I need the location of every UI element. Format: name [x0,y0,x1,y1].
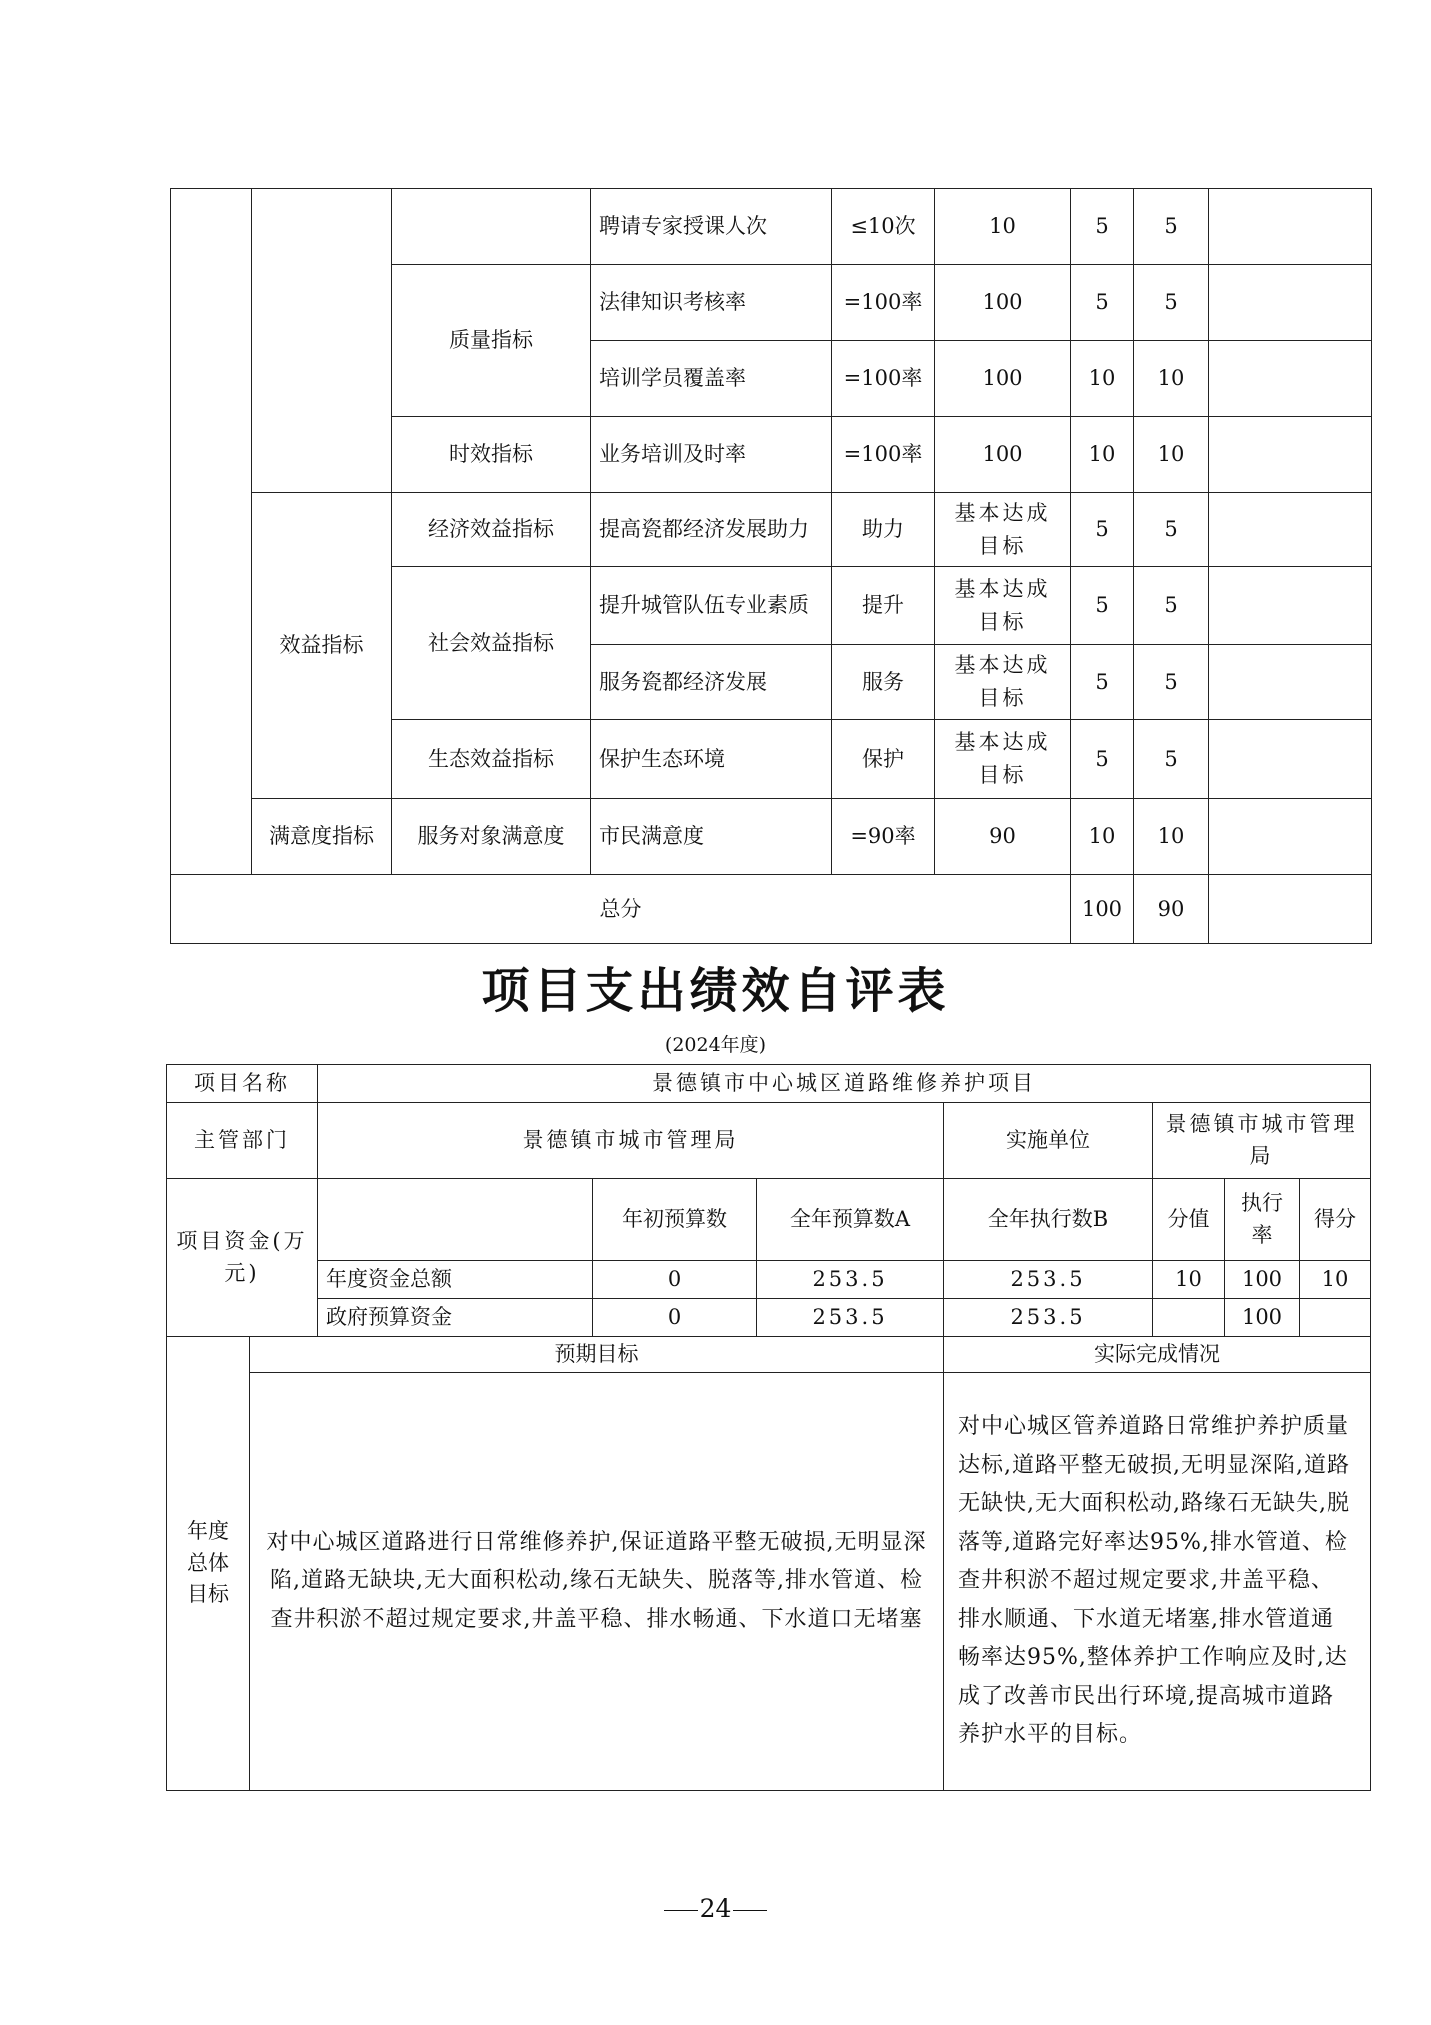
header-rate: 执行率 [1225,1179,1300,1261]
dept-label: 主管部门 [167,1103,318,1179]
indicator-value: 100 [935,341,1071,417]
indicator-item: 培训学员覆盖率 [591,341,832,417]
project-name: 景德镇市中心城区道路维修养护项目 [318,1065,1371,1103]
indicator-weight: 5 [1071,567,1134,645]
indicator-item: 法律知识考核率 [591,265,832,341]
indicator-weight: 5 [1071,645,1134,720]
indicator-value: 基本达成目标 [935,493,1071,567]
gov-initial: 0 [593,1299,757,1337]
sub-indicator: 生态效益指标 [392,720,591,799]
table-row [167,1103,1371,1179]
total-row [171,875,1372,944]
funds-label: 项目资金(万元) [167,1179,318,1337]
total-label: 总分 [171,875,1071,944]
indicator-score: 10 [1134,417,1209,493]
table-row [171,493,1372,567]
goal-label: 年度总体目标 [167,1337,250,1791]
dash-left [664,1910,698,1911]
sub-indicator: 服务对象满意度 [392,799,591,875]
indicator-target: =90率 [832,799,935,875]
indicator-score: 10 [1134,799,1209,875]
indicator-weight: 10 [1071,341,1134,417]
table-row [167,1373,1371,1791]
expected-goal-text: 对中心城区道路进行日常维修养护,保证道路平整无破损,无明显深陷,道路无缺块,无大面积松动,缘石无缺失、脱落等,排水管道、检查井积淤不超过规定要求,井盖平稳、排水畅通、下水道口无堵塞 [250,1373,944,1791]
page-number [0,1894,1431,1923]
header-initial: 年初预算数 [593,1179,757,1261]
indicator-item: 业务培训及时率 [591,417,832,493]
indicator-item: 服务瓷都经济发展 [591,645,832,720]
indicator-target: 保护 [832,720,935,799]
blank-cell [1209,189,1372,265]
indicator-weight: 5 [1071,493,1134,567]
total-weight: 10 [1153,1261,1225,1299]
blank-cell [171,189,252,875]
blank-cell [1209,493,1372,567]
sub-indicator: 社会效益指标 [392,567,591,720]
indicator-item: 提升城管队伍专业素质 [591,567,832,645]
indicator-score: 5 [1134,189,1209,265]
gov-rate: 100 [1225,1299,1300,1337]
indicator-score: 5 [1134,720,1209,799]
indicator-value: 基本达成目标 [935,720,1071,799]
indicator-target: 助力 [832,493,935,567]
indicator-score: 5 [1134,265,1209,341]
dept: 景德镇市城市管理局 [318,1103,944,1179]
page-number-text: 24 [699,1894,732,1923]
dash-right [733,1910,767,1911]
table-row [171,189,1372,265]
indicator-score: 5 [1134,567,1209,645]
unit: 景德镇市城市管理局 [1153,1103,1371,1179]
indicator-weight: 10 [1071,417,1134,493]
indicator-weight: 5 [1071,189,1134,265]
project-name-label: 项目名称 [167,1065,318,1103]
total-score: 90 [1134,875,1209,944]
indicator-target: =100率 [832,417,935,493]
table-row [167,1065,1371,1103]
blank-cell [1209,875,1372,944]
blank-cell [1209,417,1372,493]
table-row [167,1337,1371,1373]
blank-cell [1209,567,1372,645]
self-evaluation-table [166,1064,1371,1791]
blank-cell [252,189,392,493]
indicator-target: 服务 [832,645,935,720]
gov-executed: 253.5 [944,1299,1153,1337]
indicator-value: 100 [935,417,1071,493]
indicator-target: =100率 [832,341,935,417]
indicator-item: 提高瓷都经济发展助力 [591,493,832,567]
indicator-value: 100 [935,265,1071,341]
sub-indicator [392,189,591,265]
blank-cell [1209,720,1372,799]
table-row [171,799,1372,875]
indicator-item: 聘请专家授课人次 [591,189,832,265]
table-row [167,1261,1371,1299]
page-title: 项目支出绩效自评表 [481,963,950,1019]
indicator-item: 市民满意度 [591,799,832,875]
total-executed: 253.5 [944,1261,1153,1299]
indicator-score: 5 [1134,493,1209,567]
category-cell: 满意度指标 [252,799,392,875]
indicator-target: ≤10次 [832,189,935,265]
indicator-weight: 5 [1071,720,1134,799]
blank-cell [1209,341,1372,417]
blank-cell [1209,645,1372,720]
indicator-target: =100率 [832,265,935,341]
fiscal-year: (2024年度) [664,1034,767,1056]
table-row [167,1299,1371,1337]
blank-cell [1209,265,1372,341]
blank-cell [1153,1299,1225,1337]
indicator-value: 10 [935,189,1071,265]
gov-funds-label: 政府预算资金 [318,1299,593,1337]
header-weight: 分值 [1153,1179,1225,1261]
gov-annual: 253.5 [757,1299,944,1337]
total-initial: 0 [593,1261,757,1299]
header-score: 得分 [1300,1179,1371,1261]
blank-cell [318,1179,593,1261]
indicator-value: 基本达成目标 [935,567,1071,645]
unit-label: 实施单位 [944,1103,1153,1179]
indicator-value: 90 [935,799,1071,875]
indicator-target: 提升 [832,567,935,645]
sub-indicator: 质量指标 [392,265,591,417]
total-score: 10 [1300,1261,1371,1299]
indicator-weight: 5 [1071,265,1134,341]
header-executed: 全年执行数B [944,1179,1153,1261]
total-annual: 253.5 [757,1261,944,1299]
blank-cell [1209,799,1372,875]
indicator-item: 保护生态环境 [591,720,832,799]
total-funds-label: 年度资金总额 [318,1261,593,1299]
expected-label: 预期目标 [250,1337,944,1373]
sub-indicator: 时效指标 [392,417,591,493]
indicator-value: 基本达成目标 [935,645,1071,720]
header-annual: 全年预算数A [757,1179,944,1261]
indicator-score: 5 [1134,645,1209,720]
indicator-score: 10 [1134,341,1209,417]
sub-indicator: 经济效益指标 [392,493,591,567]
table-row [167,1179,1371,1261]
category-cell: 效益指标 [252,493,392,799]
actual-label: 实际完成情况 [944,1337,1371,1373]
total-rate: 100 [1225,1261,1300,1299]
indicator-weight: 10 [1071,799,1134,875]
blank-cell [1300,1299,1371,1337]
total-weight: 100 [1071,875,1134,944]
actual-result-text: 对中心城区管养道路日常维护养护质量达标,道路平整无破损,无明显深陷,道路无缺快,无大面积松动,路缘石无缺失,脱落等,道路完好率达95%,排水管道、检查井积淤不超过规定要求,井盖平稳、排水顺通、下水道无堵塞,排水管道通畅率达95%,整体养护工作响应及时,达成了改善市民出行环境,提高城市道路养护水平的目标。 [944,1373,1371,1791]
indicator-table [170,188,1372,944]
